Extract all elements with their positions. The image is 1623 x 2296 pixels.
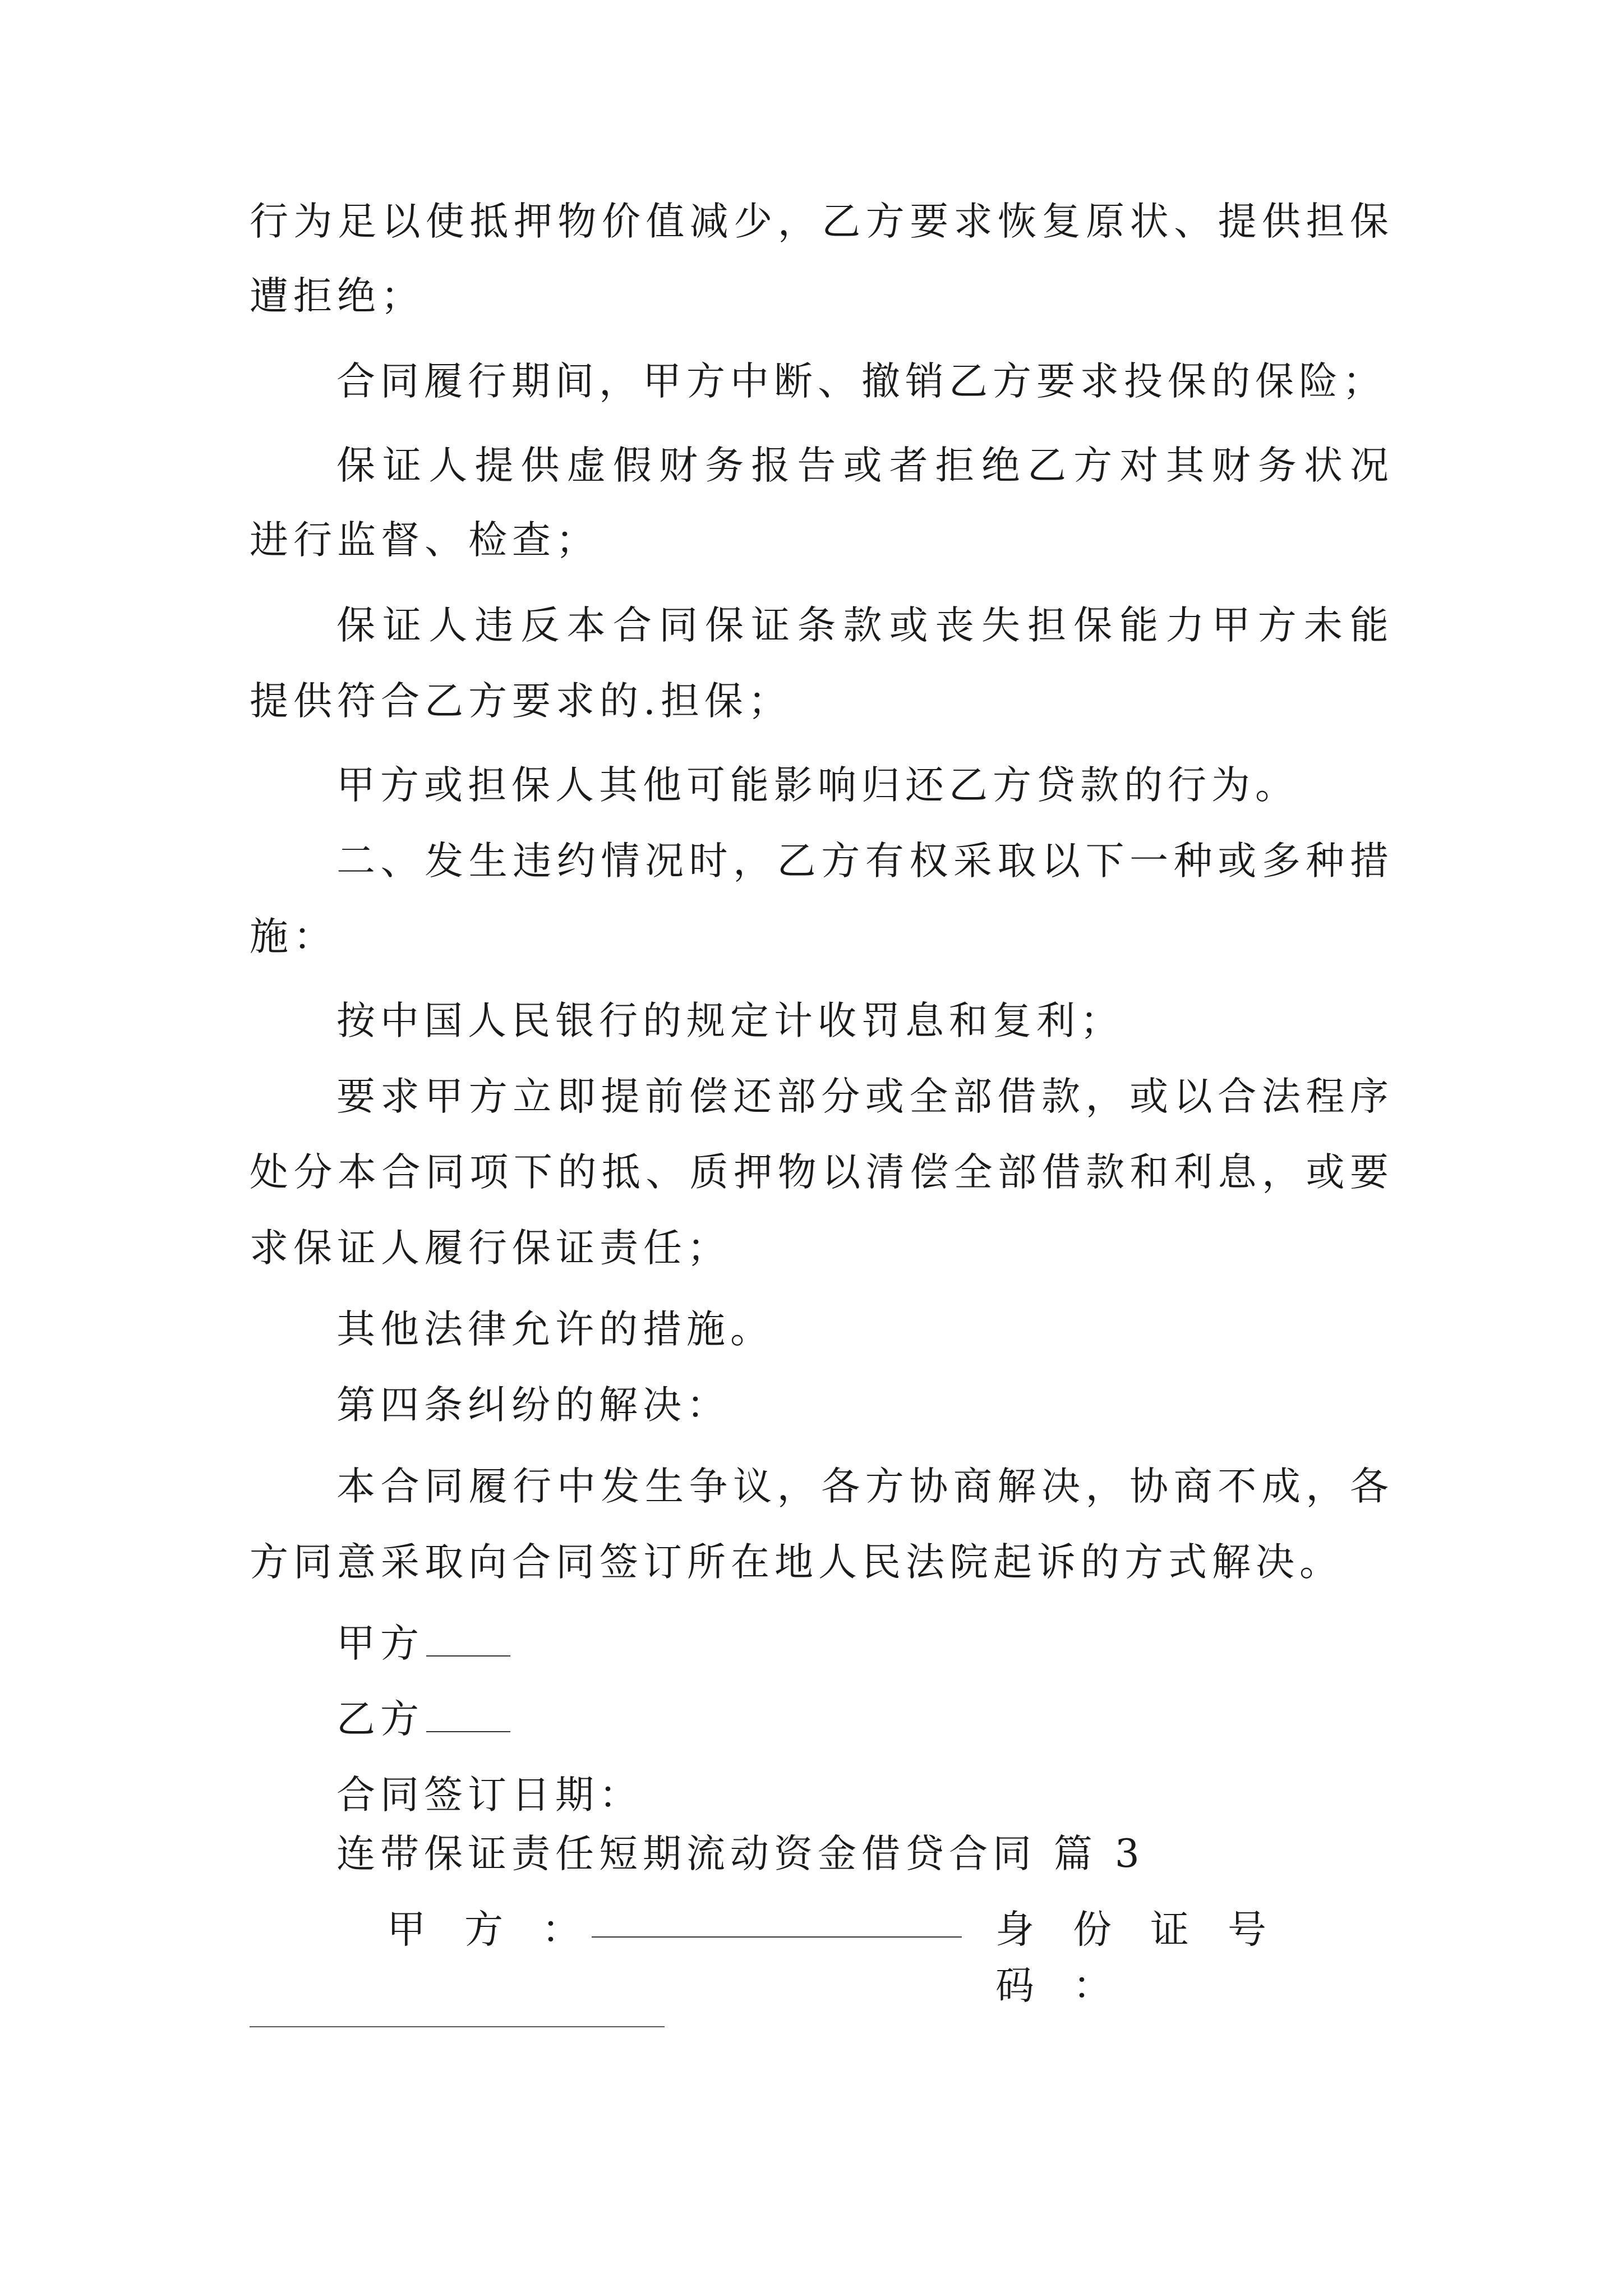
id-number-label: 身 份 证 号 码 ： <box>995 1907 1305 2008</box>
section-heading: 第四条纠纷的解决： <box>336 1383 730 1428</box>
party-b-signature-line <box>336 1691 1394 1747</box>
contract-title: 连带保证责任短期流动资金借贷合同 篇 3 <box>336 1832 1145 1876</box>
id-number-blank[interactable] <box>250 2026 665 2027</box>
paragraph-line: 遭拒绝； <box>250 274 425 319</box>
paragraph-line: 行为足以使抵押物价值减少，乙方要求恢复原状、提供担保 <box>250 199 1394 244</box>
party-a-label: 甲方 <box>336 1621 424 1666</box>
paragraph-line: 施： <box>250 914 337 959</box>
party-a-name-blank[interactable] <box>592 1902 962 1938</box>
paragraph-line: 提供符合乙方要求的.担保； <box>250 679 792 724</box>
paragraph-line: 保证人提供虚假财务报告或者拒绝乙方对其财务状况 <box>336 443 1394 488</box>
paragraph-line: 处分本合同项下的抵、质押物以清偿全部借款和利息，或要 <box>250 1150 1394 1195</box>
party-a-field-label: 甲 方 ： <box>387 1907 580 1952</box>
paragraph-line: 方同意采取向合同签订所在地人民法院起诉的方式解决。 <box>250 1540 1343 1585</box>
paragraph-line: 要求甲方立即提前偿还部分或全部借款，或以合法程序 <box>336 1074 1394 1119</box>
party-b-blank[interactable] <box>426 1696 510 1732</box>
paragraph-line: 按中国人民银行的规定计收罚息和复利； <box>336 999 1124 1043</box>
paragraph-line: 求保证人履行保证责任； <box>250 1226 731 1271</box>
paragraph-line: 甲方或担保人其他可能影响归还乙方贷款的行为。 <box>336 763 1299 808</box>
paragraph-line: 其他法律允许的措施。 <box>336 1307 774 1352</box>
party-b-label: 乙方 <box>336 1697 424 1742</box>
sign-date-label: 合同签订日期： <box>336 1773 643 1818</box>
party-a-id-line <box>387 1902 1380 2008</box>
paragraph-line: 保证人违反本合同保证条款或丧失担保能力甲方未能 <box>336 603 1394 648</box>
party-a-blank[interactable] <box>426 1621 510 1657</box>
paragraph-line: 合同履行期间，甲方中断、撤销乙方要求投保的保险； <box>336 359 1386 404</box>
paragraph-line: 本合同履行中发生争议，各方协商解决，协商不成，各 <box>336 1464 1394 1509</box>
paragraph-line: 进行监督、检查； <box>250 518 600 563</box>
party-a-signature-line <box>336 1616 1394 1672</box>
paragraph-line: 二、发生违约情况时，乙方有权采取以下一种或多种措 <box>336 839 1394 884</box>
